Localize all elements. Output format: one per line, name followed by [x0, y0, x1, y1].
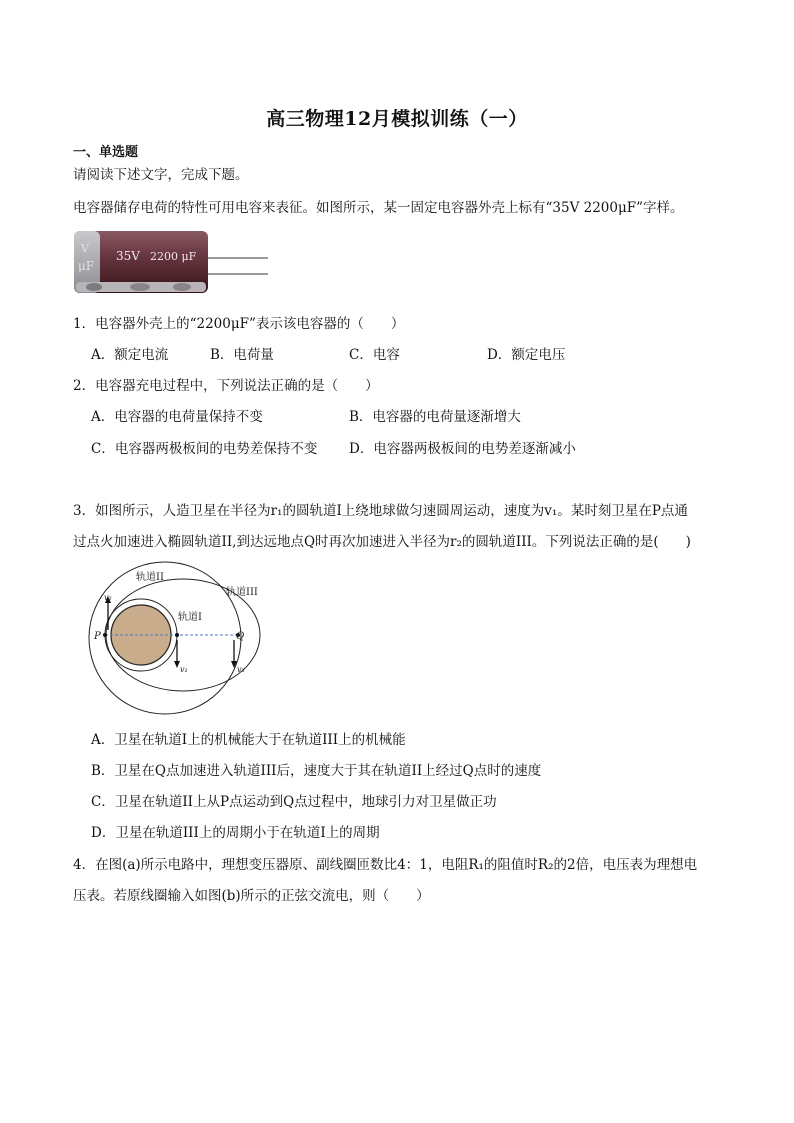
q1-option-c[interactable]: C．电容	[349, 347, 400, 363]
point-q-label: Q	[236, 631, 245, 642]
capacitor-image	[72, 228, 272, 298]
q3-option-b[interactable]: B．卫星在Q点加速进入轨道III后，速度大于其在轨道II上经过Q点时的速度	[91, 763, 542, 779]
q4-stem-line-2: 压表。若原线圈输入如图(b)所示的正弦交流电，则（ ）	[73, 888, 430, 904]
orbit-i-label: 轨道I	[178, 612, 202, 623]
capacitor-label-v: V	[81, 242, 89, 255]
capacitor-label-uf: μF	[78, 259, 95, 273]
q3-option-a[interactable]: A．卫星在轨道I上的机械能大于在轨道III上的机械能	[91, 732, 406, 748]
orbit-diagram	[88, 560, 288, 716]
orbit-iii-label: 轨道III	[226, 587, 258, 598]
q2-option-d[interactable]: D．电容器两极板间的电势差逐渐减小	[349, 441, 576, 457]
q2-option-a[interactable]: A．电容器的电荷量保持不变	[91, 409, 263, 425]
v2-label: v₂	[104, 593, 112, 602]
v1-label: v₁	[180, 665, 188, 674]
q1-option-a[interactable]: A．额定电流	[91, 347, 169, 363]
q4-stem-line-1: 4．在图(a)所示电路中，理想变压器原、副线圈匝数比4：1，电阻R₁的阻值时R₂的2倍，电压表为理想电	[73, 857, 698, 873]
page-title: 高三物理12月模拟训练（一）	[266, 108, 528, 130]
capacitor-capacitance: 2200 μF	[150, 250, 197, 263]
q2-option-c[interactable]: C．电容器两极板间的电势差保持不变	[91, 441, 318, 457]
orbit-ii-label: 轨道II	[136, 572, 164, 583]
q3-stem-line-2: 过点火加速进入椭圆轨道II,到达远地点Q时再次加速进入半径为r₂的圆轨道III。下列说法正确的是( )	[73, 534, 691, 550]
section-heading: 一、单选题	[73, 145, 139, 160]
q3-option-c[interactable]: C．卫星在轨道II上从P点运动到Q点过程中，地球引力对卫星做正功	[91, 794, 497, 810]
q1-option-d[interactable]: D．额定电压	[487, 347, 566, 363]
intro-line-1: 请阅读下述文字，完成下题。	[73, 167, 249, 183]
capacitor-voltage: 35V	[116, 249, 140, 263]
v3-label: v₃	[237, 665, 245, 674]
q1-option-b[interactable]: B．电荷量	[210, 347, 274, 363]
q3-option-d[interactable]: D．卫星在轨道III上的周期小于在轨道I上的周期	[91, 825, 380, 841]
q2-stem: 2．电容器充电过程中，下列说法正确的是（ ）	[73, 378, 379, 394]
point-p-label: P	[94, 631, 101, 642]
q3-stem-line-1: 3．如图所示，人造卫星在半径为r₁的圆轨道I上绕地球做匀速圆周运动，速度为v₁。某时刻卫星在P点通	[73, 503, 688, 519]
q2-option-b[interactable]: B．电容器的电荷量逐渐增大	[349, 409, 521, 425]
intro-line-2: 电容器储存电荷的特性可用电容来表征。如图所示，某一固定电容器外壳上标有“35V 2200μF”字样。	[73, 200, 684, 216]
q1-stem: 1．电容器外壳上的“2200μF”表示该电容器的（ ）	[73, 316, 405, 332]
